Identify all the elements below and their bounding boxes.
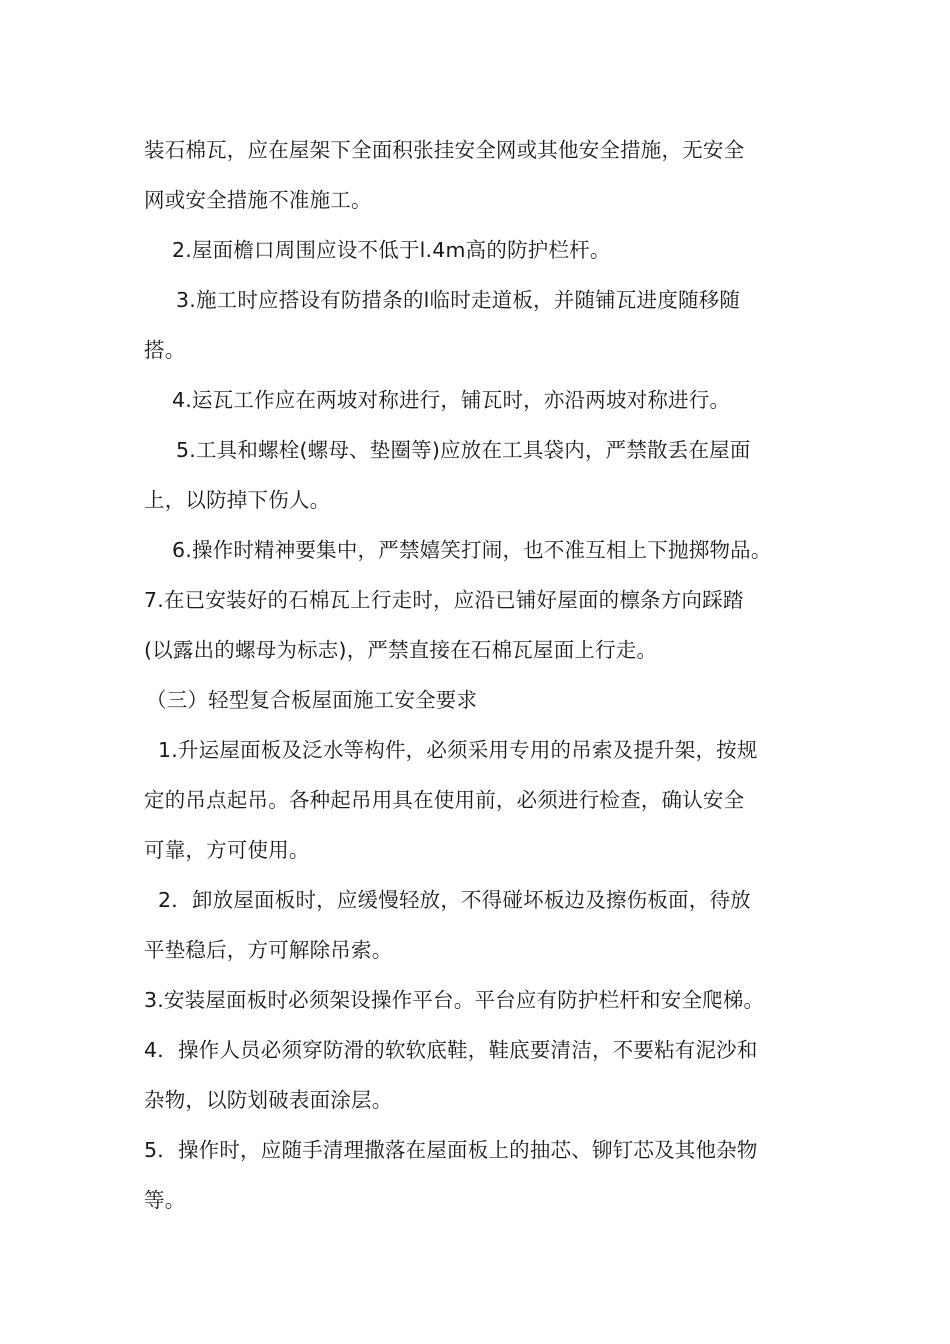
text-line: 3.施工时应搭设有防措条的l临时走道板，并随铺瓦进度随移随 <box>176 288 741 312</box>
text-line: 4.运瓦工作应在两坡对称进行，铺瓦时，亦沿两坡对称进行。 <box>172 388 731 412</box>
text-line: 5．操作时，应随手清理撒落在屋面板上的抽芯、铆钉芯及其他杂物 <box>144 1138 758 1162</box>
text-line: 6.操作时精神要集中，严禁嬉笑打闹，也不准互相上下抛掷物品。 <box>172 538 772 562</box>
text-line: 上，以防掉下伤人。 <box>144 488 331 512</box>
text-line: 搭。 <box>144 338 186 362</box>
text-line: 4．操作人员必须穿防滑的软软底鞋，鞋底要清洁，不要粘有泥沙和 <box>144 1038 758 1062</box>
text-line: 装石棉瓦，应在屋架下全面积张挂安全网或其他安全措施，无安全 <box>144 138 745 162</box>
text-line: 2.屋面檐口周围应设不低于l.4m高的防护栏杆。 <box>172 238 611 262</box>
text-line: 2．卸放屋面板时，应缓慢轻放，不得碰坏板边及擦伤板面，待放 <box>158 888 751 912</box>
text-line: 等。 <box>144 1188 186 1212</box>
section-heading: （三）轻型复合板屋面施工安全要求 <box>146 688 478 712</box>
text-line: 5.工具和螺栓(螺母、垫圈等)应放在工具袋内，严禁散丢在屋面 <box>176 438 751 462</box>
text-line: 3.安装屋面板时必须架设操作平台。平台应有防护栏杆和安全爬梯。 <box>144 988 765 1012</box>
text-line: 杂物，以防划破表面涂层。 <box>144 1088 393 1112</box>
text-line: 平垫稳后，方可解除吊索。 <box>144 938 393 962</box>
text-line: 定的吊点起吊。各种起吊用具在使用前，必须进行检查，确认安全 <box>144 788 745 812</box>
text-line: 网或安全措施不准施工。 <box>144 188 372 212</box>
text-line: 7.在已安装好的石棉瓦上行走时，应沿已铺好屋面的檩条方向踩踏 <box>144 588 744 612</box>
text-line: (以露出的螺母为标志)，严禁直接在石棉瓦屋面上行走。 <box>144 638 658 662</box>
text-line: 1.升运屋面板及泛水等构件，必须采用专用的吊索及提升架，按规 <box>158 738 758 762</box>
text-line: 可靠，方可使用。 <box>144 838 310 862</box>
